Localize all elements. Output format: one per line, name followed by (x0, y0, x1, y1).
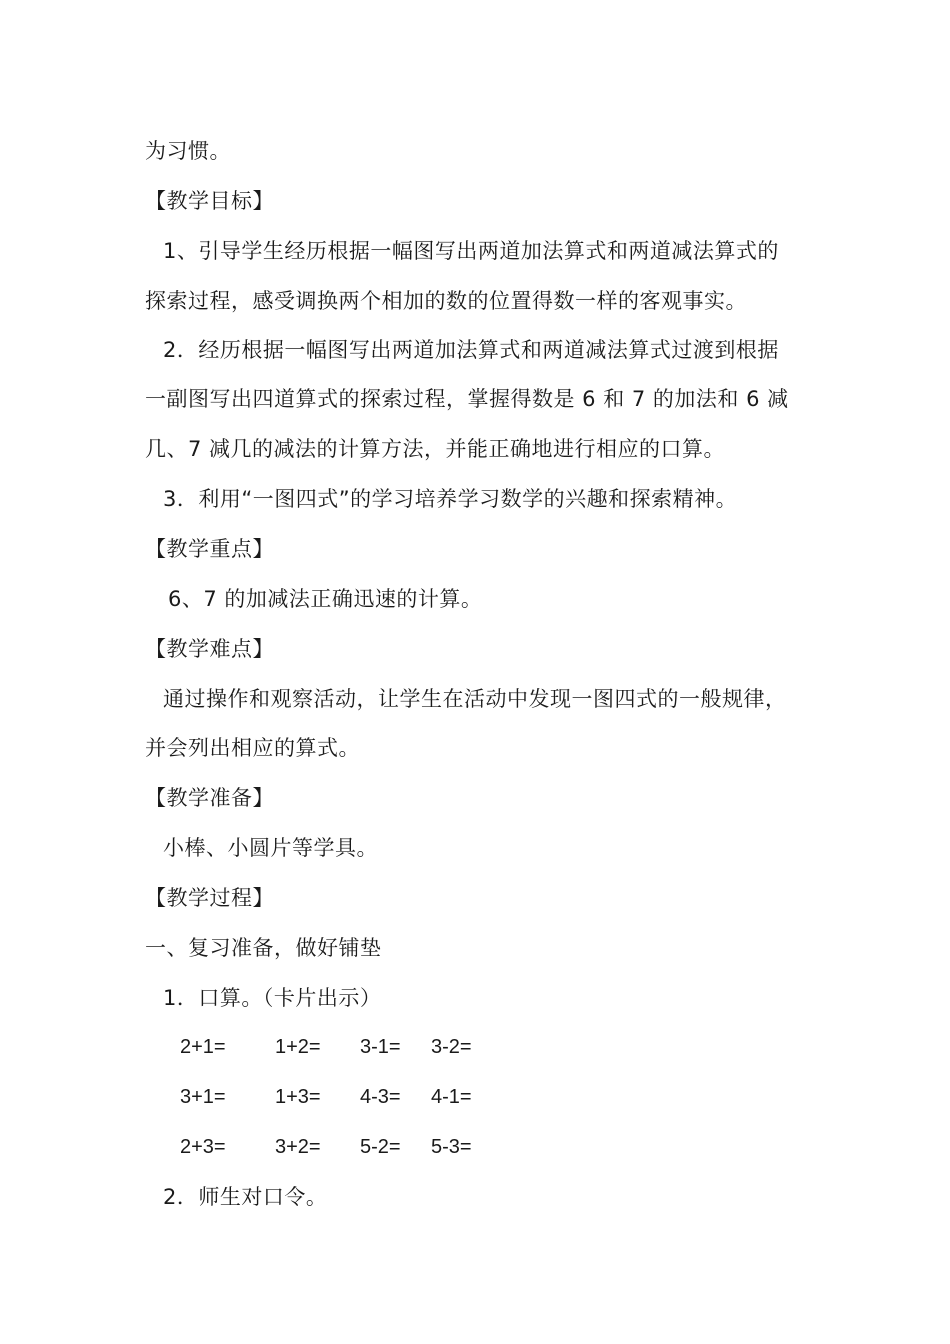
preparation-text: 小棒、小圆片等学具。 (163, 836, 378, 860)
equation: 4-1= (431, 1086, 472, 1108)
objective-3: 3．利用“一图四式”的学习培养学习数学的兴趣和探索精神。 (163, 487, 738, 511)
section-heading-key-points: 【教学重点】 (145, 537, 274, 561)
equation: 3+2= (275, 1136, 321, 1158)
objective-2: 2．经历根据一幅图写出两道加法算式和两道减法算式过渡到根据 (163, 338, 779, 362)
equation: 5-3= (431, 1136, 472, 1158)
text-line: 为习惯。 (145, 139, 231, 163)
section-heading-objectives: 【教学目标】 (145, 189, 274, 213)
objective-1-cont: 探索过程，感受调换两个相加的数的位置得数一样的客观事实。 (145, 289, 747, 313)
objective-2-cont-2: 几、7 减几的减法的计算方法，并能正确地进行相应的口算。 (145, 437, 726, 461)
key-point-text: 6、7 的加减法正确迅速的计算。 (168, 587, 483, 611)
objective-2-cont: 一副图写出四道算式的探索过程，掌握得数是 6 和 7 的加法和 6 减 (145, 387, 789, 411)
equation-row (0, 1032, 950, 1062)
objective-1: 1、引导学生经历根据一幅图写出两道加法算式和两道减法算式的 (163, 239, 779, 263)
equation: 3+1= (180, 1086, 226, 1108)
equation: 1+3= (275, 1086, 321, 1108)
call-and-response-label: 2．师生对口令。 (163, 1185, 328, 1209)
difficulty-text-cont: 并会列出相应的算式。 (145, 736, 360, 760)
section-heading-process: 【教学过程】 (145, 886, 274, 910)
equation: 5-2= (360, 1136, 401, 1158)
equation: 1+2= (275, 1036, 321, 1058)
oral-calculation-label: 1．口算。（卡片出示） (163, 986, 382, 1010)
equation: 2+1= (180, 1036, 226, 1058)
equation: 3-2= (431, 1036, 472, 1058)
equation: 2+3= (180, 1136, 226, 1158)
equation: 4-3= (360, 1086, 401, 1108)
section-heading-preparation: 【教学准备】 (145, 786, 274, 810)
section-heading-difficulties: 【教学难点】 (145, 637, 274, 661)
difficulty-text: 通过操作和观察活动，让学生在活动中发现一图四式的一般规律， (163, 687, 787, 711)
process-step-1-heading: 一、复习准备，做好铺垫 (145, 936, 382, 960)
equation-row (0, 1082, 950, 1112)
equation: 3-1= (360, 1036, 401, 1058)
equation-row (0, 1132, 950, 1162)
